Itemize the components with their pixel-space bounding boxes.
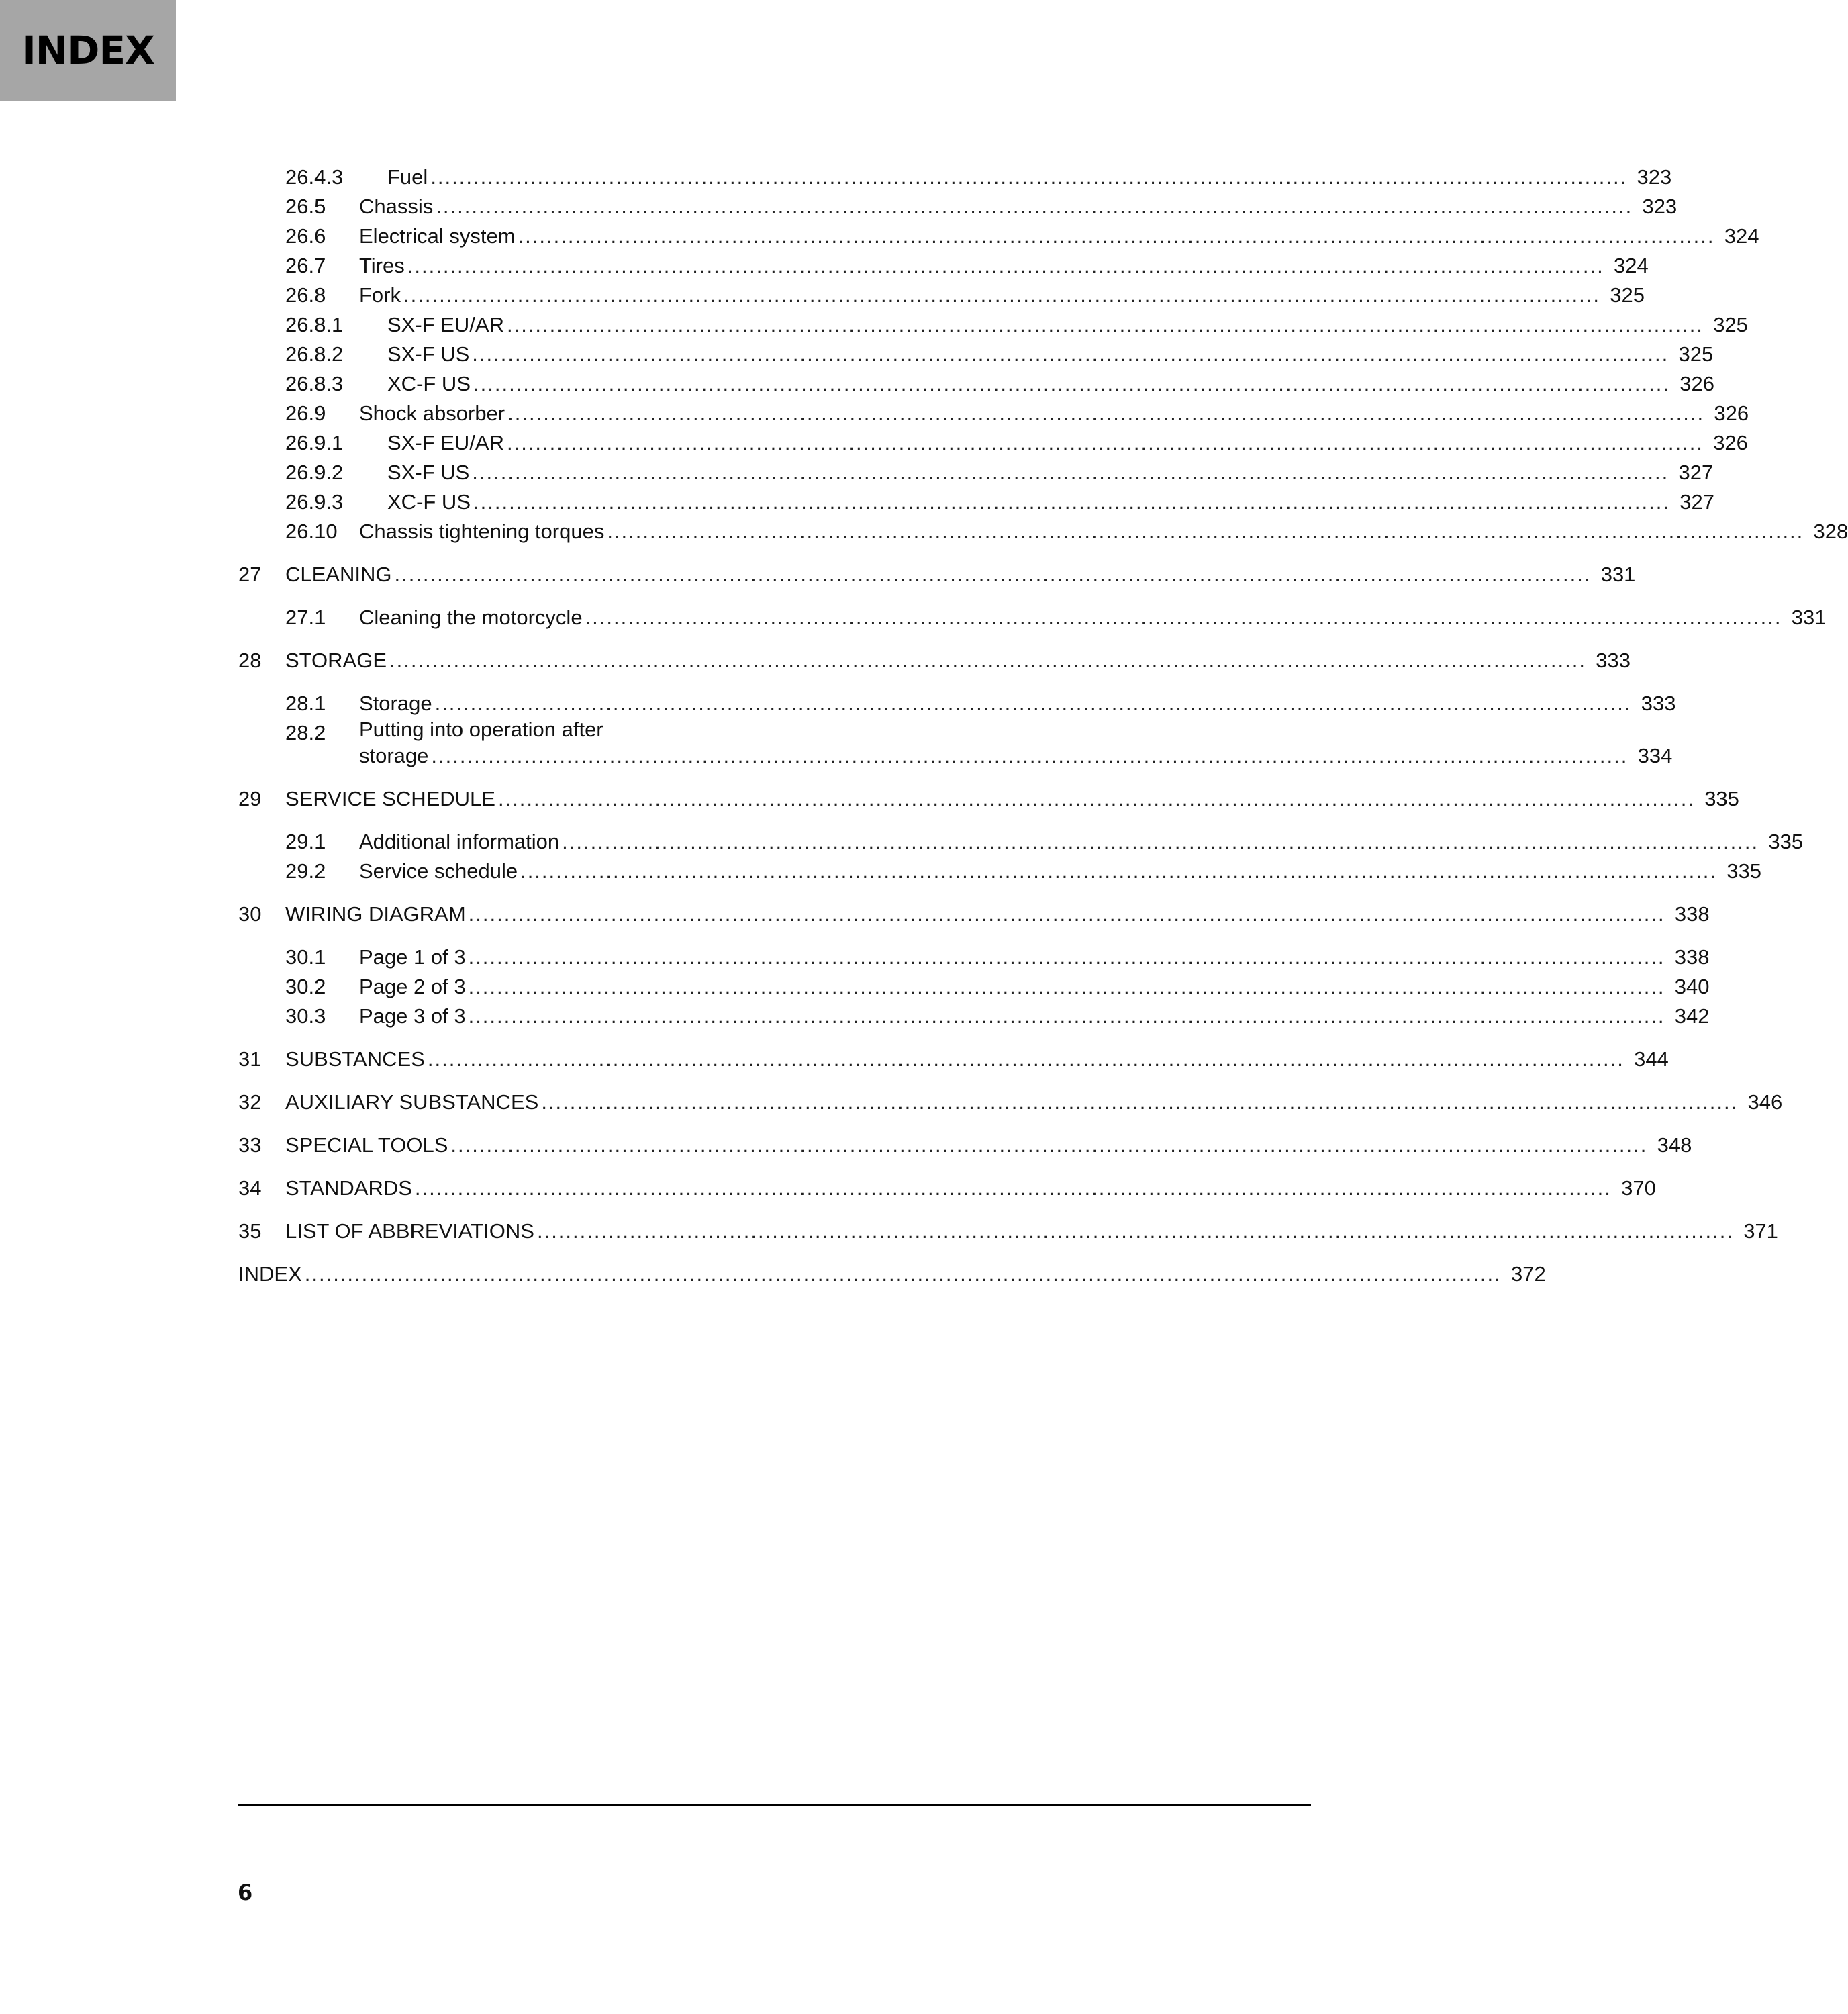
toc-entry-title: Electrical system (359, 224, 516, 248)
toc-entry-page: 326 (1713, 431, 1748, 454)
toc-entry-page: 335 (1768, 830, 1804, 853)
toc-entry-title: STORAGE (285, 649, 387, 672)
toc-entry-title: Service schedule (359, 859, 518, 883)
toc-entry-page: 340 (1674, 975, 1710, 998)
toc-entry-number: 26.5 (285, 195, 326, 218)
toc-entry[interactable] (238, 560, 1636, 589)
toc-entry[interactable] (238, 428, 1748, 458)
toc-entry-number: 30 (238, 902, 262, 926)
toc-entry[interactable] (238, 718, 1673, 771)
toc-entry-page: 327 (1680, 490, 1714, 514)
dot-leader (407, 251, 1604, 281)
toc-entry[interactable] (238, 1259, 1546, 1289)
toc-entry[interactable] (238, 281, 1645, 310)
toc-entry-page: 325 (1678, 342, 1714, 366)
dot-leader (541, 1088, 1738, 1117)
toc-entry-title: Putting into operation after (359, 718, 603, 741)
toc-entry-number: 28 (238, 649, 262, 672)
toc-entry-number: 26.10 (285, 520, 338, 543)
dot-leader (473, 369, 1670, 399)
toc-entry-page: 342 (1674, 1004, 1710, 1028)
toc-entry-title: SX-F EU/AR (387, 313, 504, 336)
toc-entry-number: 29.1 (285, 830, 326, 853)
dot-leader (435, 689, 1632, 718)
toc-entry-title: INDEX (238, 1262, 302, 1286)
toc-entry-page: 335 (1727, 859, 1762, 883)
toc-entry-title: AUXILIARY SUBSTANCES (285, 1090, 539, 1114)
dot-leader (469, 1002, 1665, 1031)
toc-entry[interactable] (238, 1045, 1669, 1074)
dot-leader (389, 646, 1586, 675)
toc-entry-number: 27.1 (285, 606, 326, 629)
toc-entry-number: 30.2 (285, 975, 326, 998)
toc-entry-number: 29 (238, 787, 262, 810)
toc-entry-page: 327 (1678, 461, 1714, 484)
dot-leader (498, 784, 1695, 814)
toc-entry-title: SX-F US (387, 342, 470, 366)
toc-entry-page: 334 (1637, 744, 1673, 767)
dot-leader (537, 1216, 1734, 1246)
toc-entry-page: 346 (1747, 1090, 1783, 1114)
toc-entry-page: 370 (1621, 1176, 1656, 1200)
toc-entry-page: 371 (1743, 1219, 1778, 1243)
toc-entry-number: 27 (238, 563, 262, 586)
dot-leader (469, 972, 1665, 1002)
toc-entry[interactable] (238, 827, 1804, 857)
toc-entry-number: 35 (238, 1219, 262, 1243)
toc-entry[interactable] (238, 857, 1762, 886)
toc-entry-number: 26.8.3 (285, 372, 344, 395)
toc-entry-number: 31 (238, 1047, 262, 1071)
toc-entry-title: SERVICE SCHEDULE (285, 787, 495, 810)
toc-entry-number: 28.1 (285, 691, 326, 715)
toc-entry-page: 324 (1724, 224, 1759, 248)
toc-entry[interactable] (238, 458, 1714, 487)
toc-entry-title: Page 3 of 3 (359, 1004, 466, 1028)
dot-leader (430, 162, 1627, 192)
toc-entry-number: 30.3 (285, 1004, 326, 1028)
dot-leader (472, 458, 1669, 487)
toc-entry-title: SX-F US (387, 461, 470, 484)
toc-entry-title: XC-F US (387, 490, 471, 514)
toc-entry[interactable] (238, 900, 1710, 929)
toc-entry-page: 326 (1680, 372, 1714, 395)
toc-entry[interactable] (238, 1131, 1692, 1160)
toc-entry-page: 325 (1713, 313, 1748, 336)
toc-entry-page: 344 (1634, 1047, 1669, 1071)
toc-entry-number: 26.7 (285, 254, 326, 277)
dot-leader (472, 340, 1669, 369)
dot-leader (394, 560, 1591, 589)
toc-entry-title: Shock absorber (359, 401, 505, 425)
toc-entry-title: Page 1 of 3 (359, 945, 466, 969)
toc-entry[interactable] (238, 1173, 1656, 1203)
dot-leader (507, 399, 1704, 428)
section-tab-label: INDEX (21, 28, 154, 73)
toc-entry[interactable] (238, 1088, 1783, 1117)
toc-entry-page: 323 (1642, 195, 1677, 218)
toc-entry-title: STANDARDS (285, 1176, 412, 1200)
footer-rule (238, 1804, 1311, 1806)
dot-leader (520, 857, 1717, 886)
toc-entry-page: 333 (1596, 649, 1631, 672)
toc-entry-number: 28.2 (285, 721, 326, 745)
toc-entry[interactable] (238, 222, 1759, 251)
toc-entry-number: 26.9.3 (285, 490, 344, 514)
toc-entry-page: 348 (1657, 1133, 1692, 1157)
toc-entry-page: 333 (1641, 691, 1676, 715)
toc-entry[interactable] (238, 603, 1827, 632)
dot-leader (518, 222, 1715, 251)
toc-entry-page: 323 (1637, 165, 1672, 189)
toc-entry-number: 26.6 (285, 224, 326, 248)
toc-entry-title: Fuel (387, 165, 428, 189)
dot-leader (562, 827, 1759, 857)
toc-entry-number: 26.9.2 (285, 461, 344, 484)
toc-entry[interactable] (238, 943, 1710, 972)
toc-entry[interactable] (238, 646, 1631, 675)
toc-entry-title: Storage (359, 691, 432, 715)
toc-entry-title: Additional information (359, 830, 560, 853)
toc-entry[interactable] (238, 1216, 1778, 1246)
toc-entry-title: Fork (359, 283, 401, 307)
dot-leader (607, 517, 1804, 546)
toc-entry-title: SPECIAL TOOLS (285, 1133, 448, 1157)
toc-entry-page: 372 (1510, 1262, 1546, 1286)
toc-entry-title: Cleaning the motorcycle (359, 606, 583, 629)
dot-leader (507, 310, 1704, 340)
dot-leader (415, 1173, 1612, 1203)
toc-entry-page: 338 (1674, 945, 1710, 969)
toc-entry[interactable] (238, 310, 1748, 340)
toc-entry[interactable] (238, 340, 1714, 369)
dot-leader (469, 943, 1665, 972)
toc-entry-number: 26.8.2 (285, 342, 344, 366)
toc-entry-title: XC-F US (387, 372, 471, 395)
toc-entry[interactable] (238, 972, 1710, 1002)
toc-entry-number: 26.8.1 (285, 313, 344, 336)
dot-leader (305, 1259, 1502, 1289)
page-number: 6 (238, 1880, 253, 1905)
table-of-contents (238, 162, 1848, 1289)
toc-entry[interactable] (238, 399, 1749, 428)
dot-leader (403, 281, 1600, 310)
toc-entry-page: 325 (1610, 283, 1645, 307)
dot-leader (473, 487, 1670, 517)
toc-entry-title: SX-F EU/AR (387, 431, 504, 454)
toc-entry[interactable] (238, 689, 1676, 718)
toc-entry-title: Tires (359, 254, 405, 277)
dot-leader (585, 603, 1782, 632)
toc-entry[interactable] (238, 784, 1739, 814)
toc-entry[interactable] (238, 162, 1672, 192)
toc-entry-title: LIST OF ABBREVIATIONS (285, 1219, 534, 1243)
toc-entry-number: 26.8 (285, 283, 326, 307)
toc-entry-number: 32 (238, 1090, 262, 1114)
toc-entry-title: WIRING DIAGRAM (285, 902, 466, 926)
dot-leader (469, 900, 1665, 929)
toc-entry-title: Chassis (359, 195, 434, 218)
toc-entry-page: 324 (1613, 254, 1649, 277)
toc-entry[interactable] (238, 487, 1714, 517)
toc-entry-page: 331 (1791, 606, 1827, 629)
toc-entry[interactable] (238, 1002, 1710, 1031)
toc-entry-title: Page 2 of 3 (359, 975, 466, 998)
dot-leader (507, 428, 1704, 458)
toc-entry-number: 26.9.1 (285, 431, 344, 454)
toc-entry-page: 328 (1813, 520, 1848, 543)
toc-entry-title: SUBSTANCES (285, 1047, 425, 1071)
toc-entry-number: 26.9 (285, 401, 326, 425)
dot-leader (450, 1131, 1647, 1160)
toc-entry-title: CLEANING (285, 563, 392, 586)
toc-entry[interactable] (238, 517, 1848, 546)
toc-entry-number: 26.4.3 (285, 165, 344, 189)
toc-entry[interactable] (238, 369, 1714, 399)
section-tab-index (0, 0, 176, 101)
dot-leader (431, 741, 1628, 771)
toc-entry-number: 29.2 (285, 859, 326, 883)
dot-leader (428, 1045, 1624, 1074)
toc-entry-number: 34 (238, 1176, 262, 1200)
toc-entry-page: 331 (1600, 563, 1636, 586)
toc-entry-number: 33 (238, 1133, 262, 1157)
toc-entry-page: 335 (1704, 787, 1739, 810)
toc-entry-page: 338 (1674, 902, 1710, 926)
toc-entry-page: 326 (1714, 401, 1749, 425)
toc-entry[interactable] (238, 192, 1677, 222)
toc-entry[interactable] (238, 251, 1649, 281)
toc-entry-number: 30.1 (285, 945, 326, 969)
toc-entry-title-continued: storage (359, 744, 429, 767)
dot-leader (436, 192, 1633, 222)
toc-entry-title: Chassis tightening torques (359, 520, 605, 543)
